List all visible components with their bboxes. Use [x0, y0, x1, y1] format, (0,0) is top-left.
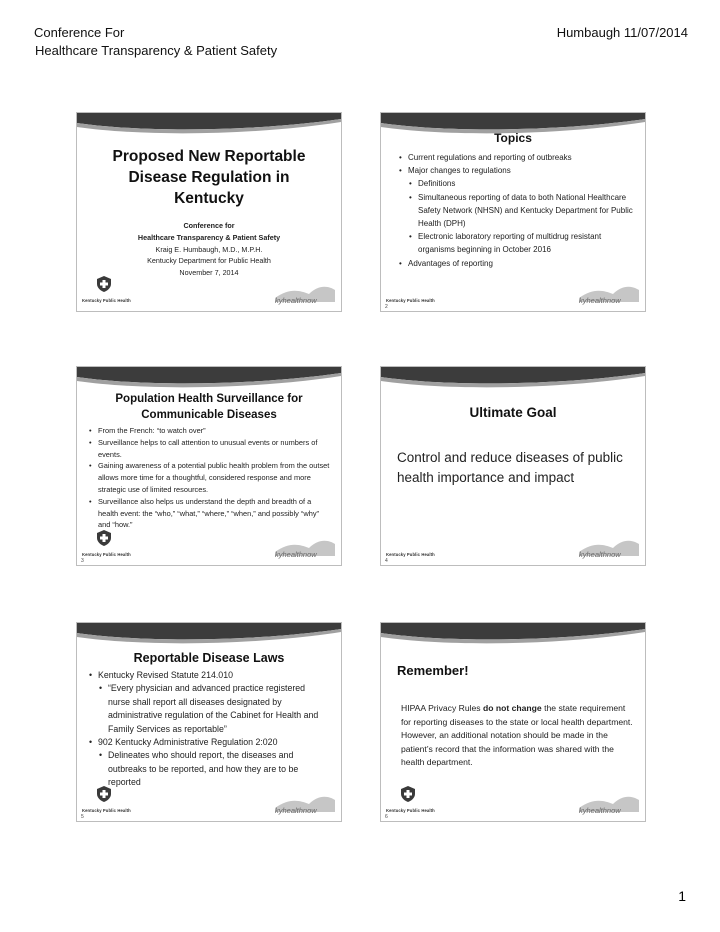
kph-shield-icon	[401, 786, 415, 802]
presenter-name: Kraig E. Humbaugh, M.D., M.P.H.	[155, 244, 263, 254]
slide-4	[380, 366, 646, 566]
presentation-date: November 7, 2014	[179, 268, 239, 278]
slide-5	[76, 622, 342, 822]
conference-label: Conference for	[183, 221, 235, 230]
kph-logo: Kentucky Public Health	[79, 803, 149, 819]
list-item: • Gaining awareness of a potential public health problem from the outset allows more time for a thoughtful, considered response and more strategic use of limited resources.	[89, 460, 333, 495]
slide-number: 2	[385, 304, 388, 310]
list-item: • 902 Kentucky Administrative Regulation 2:020	[89, 736, 327, 749]
slide-header-swoosh	[77, 623, 341, 649]
slide-header-swoosh	[77, 367, 341, 393]
list-item: • Definitions	[409, 177, 637, 190]
page-header-left	[34, 24, 277, 60]
list-item: • Surveillance helps to call attention to unusual events or numbers of events.	[89, 437, 333, 461]
list-item: • From the French: “to watch over”	[89, 425, 333, 437]
slide-1-details	[87, 220, 331, 279]
presenter-org: Kentucky Department for Public Health	[147, 256, 271, 266]
kph-logo: Kentucky Public Health	[386, 552, 435, 557]
slide-number: 4	[385, 558, 388, 564]
list-item: • Kentucky Revised Statute 214.010	[89, 669, 327, 682]
slide-2	[380, 112, 646, 312]
kph-logo: Kentucky Public Health	[383, 803, 453, 819]
conference-name: Healthcare Transparency & Patient Safety	[137, 232, 281, 242]
kph-shield-icon	[97, 786, 111, 802]
slide-3-bullets	[89, 425, 333, 531]
kyhealthnow-logo: kyhealthnow	[579, 536, 639, 562]
slide-6	[380, 622, 646, 822]
header-conference-line: Conference For	[34, 25, 125, 40]
slide-4-body: Control and reduce diseases of public health importance and impact	[397, 450, 623, 485]
list-item: • Advantages of reporting	[399, 257, 637, 270]
slide-2-title: Topics	[494, 131, 532, 145]
list-item: • Surveillance also helps us understand the depth and breadth of a health event: the “who,” “what,” “where,” “when,” and possibly “why” and “how.”	[89, 496, 333, 531]
kph-shield-icon	[97, 276, 111, 292]
slide-6-body: HIPAA Privacy Rules do not change the state requirement for reporting diseases to the state or local health department. However, an additional notation should be made in the patient’s record that the information was shared with the health department.	[401, 703, 633, 768]
slide-number: 3	[81, 558, 84, 564]
slide-5-bullets	[89, 669, 327, 790]
kph-logo: Kentucky Public Health	[79, 547, 149, 563]
list-item: • Electronic laboratory reporting of multidrug resistant organisms beginning in October 2016	[409, 230, 637, 256]
slide-header-swoosh	[381, 623, 645, 649]
kyhealthnow-logo: kyhealthnow	[275, 536, 335, 562]
list-item: • Simultaneous reporting of data to both National Healthcare Safety Network (NHSN) and Kentucky Department for Public Health (DPH)	[409, 191, 637, 231]
slide-header-swoosh	[77, 113, 341, 139]
slide-3-title: Population Health Surveillance for Communicable Diseases	[115, 393, 303, 421]
slide-2-bullets	[399, 151, 637, 270]
kph-shield-icon	[97, 530, 111, 546]
slide-4-title: Ultimate Goal	[469, 405, 557, 420]
list-item: • Current regulations and reporting of outbreaks	[399, 151, 637, 164]
slide-1-title: Proposed New Reportable Disease Regulation in Kentucky	[112, 148, 306, 207]
kph-logo: Kentucky Public Health	[386, 298, 435, 303]
kyhealthnow-logo: kyhealthnow	[579, 282, 639, 308]
kyhealthnow-logo: kyhealthnow	[275, 792, 335, 818]
slide-number: 6	[385, 814, 388, 820]
list-item: • Major changes to regulations	[399, 164, 637, 177]
slide-5-title: Reportable Disease Laws	[133, 651, 285, 665]
kyhealthnow-logo: kyhealthnow	[275, 282, 335, 308]
slide-number: 5	[81, 814, 84, 820]
header-author-date: Humbaugh 11/07/2014	[556, 25, 688, 40]
kyhealthnow-logo: kyhealthnow	[579, 792, 639, 818]
slide-1	[76, 112, 342, 312]
slide-header-swoosh	[381, 367, 645, 393]
list-item: • Delineates who should report, the diseases and outbreaks to be reported, and how they are to be reported	[99, 749, 327, 789]
slide-3	[76, 366, 342, 566]
header-conference-title: Healthcare Transparency & Patient Safety	[35, 43, 278, 58]
page-number: 1	[678, 888, 686, 904]
slide-6-title: Remember!	[397, 663, 469, 678]
list-item: • “Every physician and advanced practice registered nurse shall report all diseases designated by administrative regulation of the Cabinet for Health and Family Services as reportable”	[99, 682, 327, 736]
kph-logo: Kentucky Public Health	[79, 293, 149, 309]
